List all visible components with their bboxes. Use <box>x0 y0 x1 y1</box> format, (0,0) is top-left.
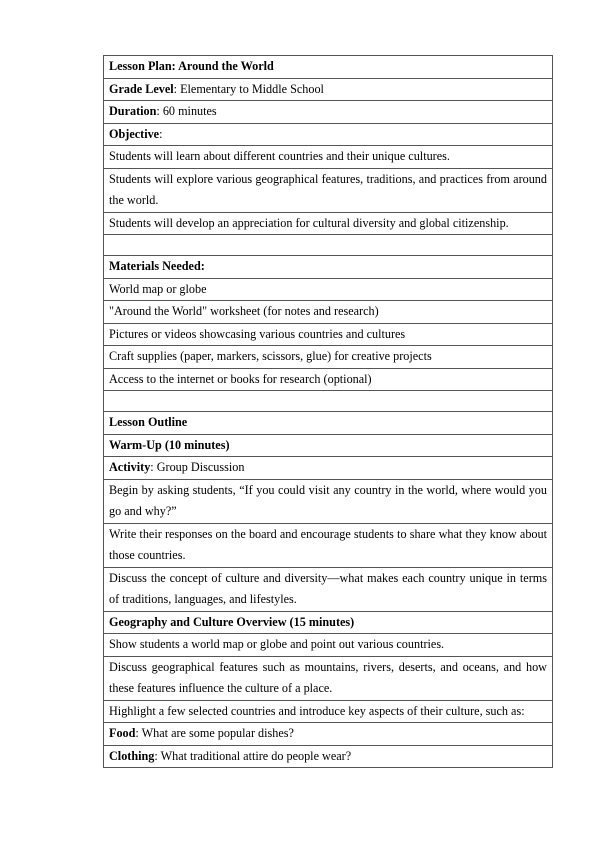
table-row <box>104 301 553 324</box>
objective-value: : <box>159 126 163 141</box>
objective-item: Students will learn about different countries and their unique cultures. <box>104 146 553 169</box>
materials-heading: Materials Needed: <box>104 256 553 279</box>
material-item: "Around the World" worksheet (for notes and research) <box>104 301 553 324</box>
lesson-plan-table <box>103 55 553 768</box>
grade-level-row <box>104 78 553 101</box>
table-row <box>104 412 553 435</box>
food-label: Food <box>109 726 136 740</box>
table-row <box>104 434 553 457</box>
table-row <box>104 56 553 79</box>
activity-row <box>104 457 553 480</box>
table-row <box>104 391 553 412</box>
duration-row <box>104 101 553 124</box>
outline-heading: Lesson Outline <box>104 412 553 435</box>
empty-cell <box>104 235 553 256</box>
clothing-label: Clothing <box>109 748 155 763</box>
warmup-item: Write their responses on the board and encourage students to share what they know about those countries. <box>104 523 553 567</box>
geo-item: Discuss geographical features such as mountains, rivers, deserts, and oceans, and how these features influence the culture of a place. <box>104 656 553 700</box>
table-row <box>104 523 553 567</box>
warmup-heading: Warm-Up (10 minutes) <box>104 434 553 457</box>
grade-level-value: : Elementary to Middle School <box>173 81 324 96</box>
table-row <box>104 235 553 256</box>
objective-label: Objective <box>109 126 160 141</box>
material-item: Pictures or videos showcasing various countries and cultures <box>104 323 553 346</box>
food-row <box>104 723 553 746</box>
clothing-row <box>104 745 553 768</box>
lesson-title: Lesson Plan: Around the World <box>104 56 553 79</box>
table-row <box>104 256 553 279</box>
material-item: Craft supplies (paper, markers, scissors, glue) for creative projects <box>104 346 553 369</box>
table-row <box>104 745 553 768</box>
material-item: World map or globe <box>104 278 553 301</box>
empty-cell <box>104 391 553 412</box>
table-row <box>104 323 553 346</box>
table-row <box>104 168 553 212</box>
geo-heading: Geography and Culture Overview (15 minutes) <box>104 611 553 634</box>
table-row <box>104 101 553 124</box>
table-row <box>104 700 553 723</box>
activity-value: : Group Discussion <box>150 460 245 474</box>
warmup-item: Begin by asking students, “If you could visit any country in the world, where would you go and why?” <box>104 479 553 523</box>
table-row <box>104 723 553 746</box>
table-row <box>104 212 553 235</box>
table-row <box>104 611 553 634</box>
geo-item: Show students a world map or globe and point out various countries. <box>104 634 553 657</box>
material-item: Access to the internet or books for research (optional) <box>104 368 553 391</box>
duration-value: : 60 minutes <box>156 104 217 118</box>
table-row <box>104 146 553 169</box>
clothing-value: : What traditional attire do people wear? <box>154 748 352 763</box>
warmup-item: Discuss the concept of culture and diversity—what makes each country unique in terms of traditions, languages, and lifestyles. <box>104 567 553 611</box>
food-value: : What are some popular dishes? <box>135 726 294 740</box>
table-row <box>104 78 553 101</box>
objective-item: Students will develop an appreciation for cultural diversity and global citizenship. <box>104 212 553 235</box>
table-row <box>104 567 553 611</box>
table-row <box>104 123 553 146</box>
table-row <box>104 278 553 301</box>
duration-label: Duration <box>109 104 157 118</box>
activity-label: Activity <box>109 460 151 474</box>
table-row <box>104 479 553 523</box>
table-row <box>104 346 553 369</box>
table-row <box>104 634 553 657</box>
table-row <box>104 656 553 700</box>
objective-row <box>104 123 553 146</box>
table-row <box>104 368 553 391</box>
table-row <box>104 457 553 480</box>
geo-item: Highlight a few selected countries and introduce key aspects of their culture, such as: <box>104 700 553 723</box>
grade-level-label: Grade Level <box>109 81 174 96</box>
objective-item: Students will explore various geographical features, traditions, and practices from around the world. <box>104 168 553 212</box>
